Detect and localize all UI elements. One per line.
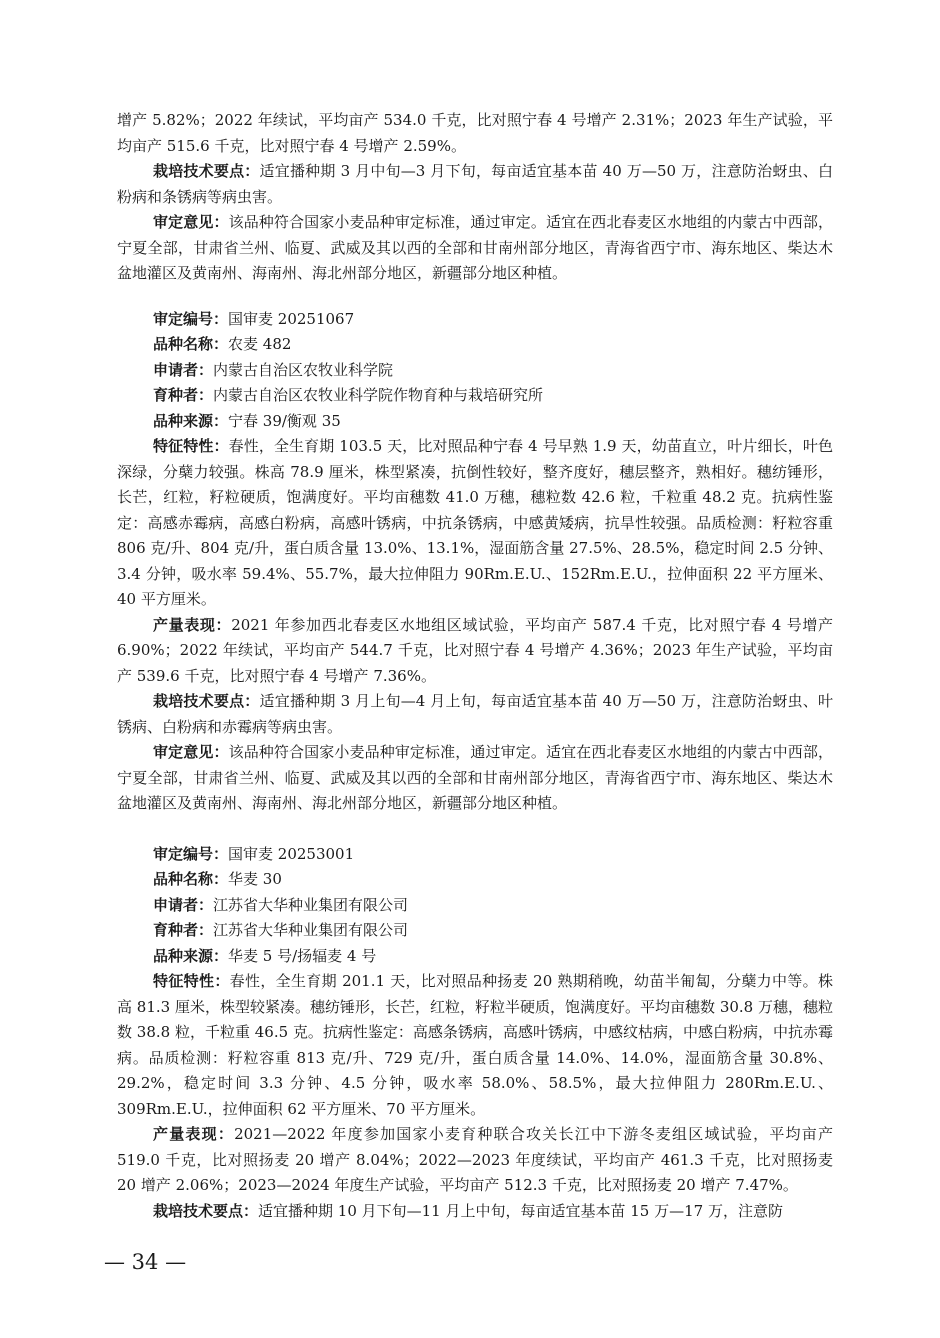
traits-text: 春性，全生育期 201.1 天，比对照品种扬麦 20 熟期稍晚，幼苗半匍匐，分蘖力中等。株高 81.3 厘米，株型较紧凑。穗纺锤形，长芒，红粒，籽粒半硬质，饱满度好。平均亩穗数 30.8 万穗，穗粒数 38.8 粒，千粒重 46.5 克。抗病性鉴定：高感条锈病，高感叶锈病，中感纹枯病，中感白粉病，中抗赤霉病。品质检测：籽粒容重 813 克/升、729 克/升，蛋白质含量 14.0%、14.0%，湿面筋含量 30.8%、29.2%，稳定时间 3.3 分钟、4.5 分钟，吸水率 58.0%、58.5%，最大拉伸阻力 280Rm.E.U.、309Rm.E.U.，拉伸面积 62 平方厘米、70 平方厘米。	[117, 972, 833, 1118]
approval-code-label: 审定编号：	[153, 309, 229, 328]
cultivation-label: 栽培技术要点：	[153, 692, 260, 710]
breeder-label: 育种者：	[153, 921, 214, 939]
yield-label: 产量表现：	[153, 1125, 235, 1143]
applicant: 江苏省大华种业集团有限公司	[213, 895, 409, 914]
spacer	[117, 287, 833, 307]
source-label: 品种来源：	[153, 946, 229, 965]
traits-paragraph	[117, 434, 833, 613]
variety-entry-1	[117, 307, 833, 817]
cultivation-paragraph	[117, 159, 833, 210]
entry-continued	[117, 108, 833, 287]
traits-label: 特征特性：	[153, 972, 230, 990]
source: 宁春 39/衡观 35	[228, 411, 341, 430]
source-line	[117, 409, 833, 435]
variety-name-label: 品种名称：	[153, 335, 229, 353]
cultivation-text: 适宜播种期 10 月下旬—11 月上中旬，每亩适宜基本苗 15 万—17 万，注意防	[258, 1201, 783, 1220]
cultivation-paragraph	[117, 689, 833, 740]
approval-code: 国审麦 20251067	[228, 309, 355, 328]
breeder-line	[117, 918, 833, 944]
opinion-label: 审定意见：	[153, 213, 229, 231]
breeder-line	[117, 383, 833, 409]
breeder: 内蒙古自治区农牧业科学院作物育种与栽培研究所	[213, 386, 544, 404]
approval-code-line	[117, 842, 833, 868]
cultivation-text: 适宜播种期 3 月上旬—4 月上旬，每亩适宜基本苗 40 万—50 万，注意防治蚜虫、叶锈病、白粉病和赤霉病等病虫害。	[117, 692, 833, 736]
traits-label: 特征特性：	[153, 437, 229, 455]
cultivation-label: 栽培技术要点：	[153, 1201, 259, 1220]
approval-code-label: 审定编号：	[153, 844, 229, 863]
applicant-label: 申请者：	[153, 895, 214, 914]
traits-text: 春性，全生育期 103.5 天，比对照品种宁春 4 号早熟 1.9 天，幼苗直立，叶片细长，叶色深绿，分蘖力较强。株高 78.9 厘米，株型紧凑，抗倒性较好，整齐度好，穗层整齐，熟相好。穗纺锤形，长芒，红粒，籽粒硬质，饱满度好。平均亩穗数 41.0 万穗，穗粒数 42.6 粒，千粒重 48.2 克。抗病性鉴定：高感赤霉病，高感白粉病，高感叶锈病，中抗条锈病，中感黄矮病，抗旱性较强。品质检测：籽粒容重 806 克/升、804 克/升，蛋白质含量 13.0%、13.1%，湿面筋含量 27.5%、28.5%，稳定时间 2.5 分钟、3.4 分钟，吸水率 59.4%、55.7%，最大拉伸阻力 90Rm.E.U.、152Rm.E.U.，拉伸面积 22 平方厘米、40 平方厘米。	[117, 437, 833, 608]
page-number: — 34 —	[104, 1250, 187, 1274]
source-line	[117, 944, 833, 970]
yield-paragraph	[117, 613, 833, 690]
yield-continued: 增产 5.82%；2022 年续试，平均亩产 534.0 千克，比对照宁春 4 号增产 2.31%；2023 年生产试验，平均亩产 515.6 千克，比对照宁春 4 号增产 2.59%。	[117, 111, 833, 155]
opinion-text: 该品种符合国家小麦品种审定标准，通过审定。适宜在西北春麦区水地组的内蒙古中西部，宁夏全部，甘肃省兰州、临夏、武威及其以西的全部和甘南州部分地区，青海省西宁市、海东地区、柴达木盆地灌区及黄南州、海南州、海北州部分地区，新疆部分地区种植。	[117, 213, 833, 282]
variety-name-label: 品种名称：	[153, 870, 229, 888]
cultivation-label: 栽培技术要点：	[153, 162, 260, 180]
applicant-line	[117, 358, 833, 384]
approval-code: 国审麦 20253001	[228, 844, 355, 863]
variety-name: 华麦 30	[228, 870, 282, 888]
applicant: 内蒙古自治区农牧业科学院	[213, 360, 394, 379]
yield-text: 2021—2022 年度参加国家小麦育种联合攻关长江中下游冬麦组区域试验，平均亩产 519.0 千克，比对照扬麦 20 增产 8.04%；2022—2023 年度续试，平均亩产 461.3 千克，比对照扬麦 20 增产 2.06%；2023—2024 年度生产试验，平均亩产 512.3 千克，比对照扬麦 20 增产 7.47%。	[117, 1125, 833, 1194]
variety-entry-2	[117, 842, 833, 1225]
cultivation-text: 适宜播种期 3 月中旬—3 月下旬，每亩适宜基本苗 40 万—50 万，注意防治蚜虫、白粉病和条锈病等病虫害。	[117, 162, 833, 206]
variety-name-line	[117, 332, 833, 358]
applicant-label: 申请者：	[153, 360, 214, 379]
yield-text: 2021 年参加西北春麦区水地组区域试验，平均亩产 587.4 千克，比对照宁春 4 号增产 6.90%；2022 年续试，平均亩产 544.7 千克，比对照宁春 4 号增产 4.36%；2023 年生产试验，平均亩产 539.6 千克，比对照宁春 4 号增产 7.36%。	[117, 615, 833, 685]
source-label: 品种来源：	[153, 411, 229, 430]
opinion-paragraph	[117, 740, 833, 817]
variety-name: 农麦 482	[228, 335, 292, 353]
page-content	[117, 108, 833, 1224]
opinion-label: 审定意见：	[153, 743, 229, 761]
yield-label: 产量表现：	[153, 615, 232, 634]
spacer	[117, 817, 833, 842]
breeder: 江苏省大华种业集团有限公司	[213, 921, 409, 939]
cultivation-paragraph	[117, 1199, 833, 1225]
applicant-line	[117, 893, 833, 919]
approval-code-line	[117, 307, 833, 333]
source: 华麦 5 号/扬辐麦 4 号	[228, 946, 377, 965]
opinion-text: 该品种符合国家小麦品种审定标准，通过审定。适宜在西北春麦区水地组的内蒙古中西部，宁夏全部，甘肃省兰州、临夏、武威及其以西的全部和甘南州部分地区，青海省西宁市、海东地区、柴达木盆地灌区及黄南州、海南州、海北州部分地区，新疆部分地区种植。	[117, 743, 833, 812]
traits-paragraph	[117, 969, 833, 1122]
breeder-label: 育种者：	[153, 386, 214, 404]
yield-paragraph	[117, 1122, 833, 1199]
variety-name-line	[117, 867, 833, 893]
opinion-paragraph	[117, 210, 833, 287]
